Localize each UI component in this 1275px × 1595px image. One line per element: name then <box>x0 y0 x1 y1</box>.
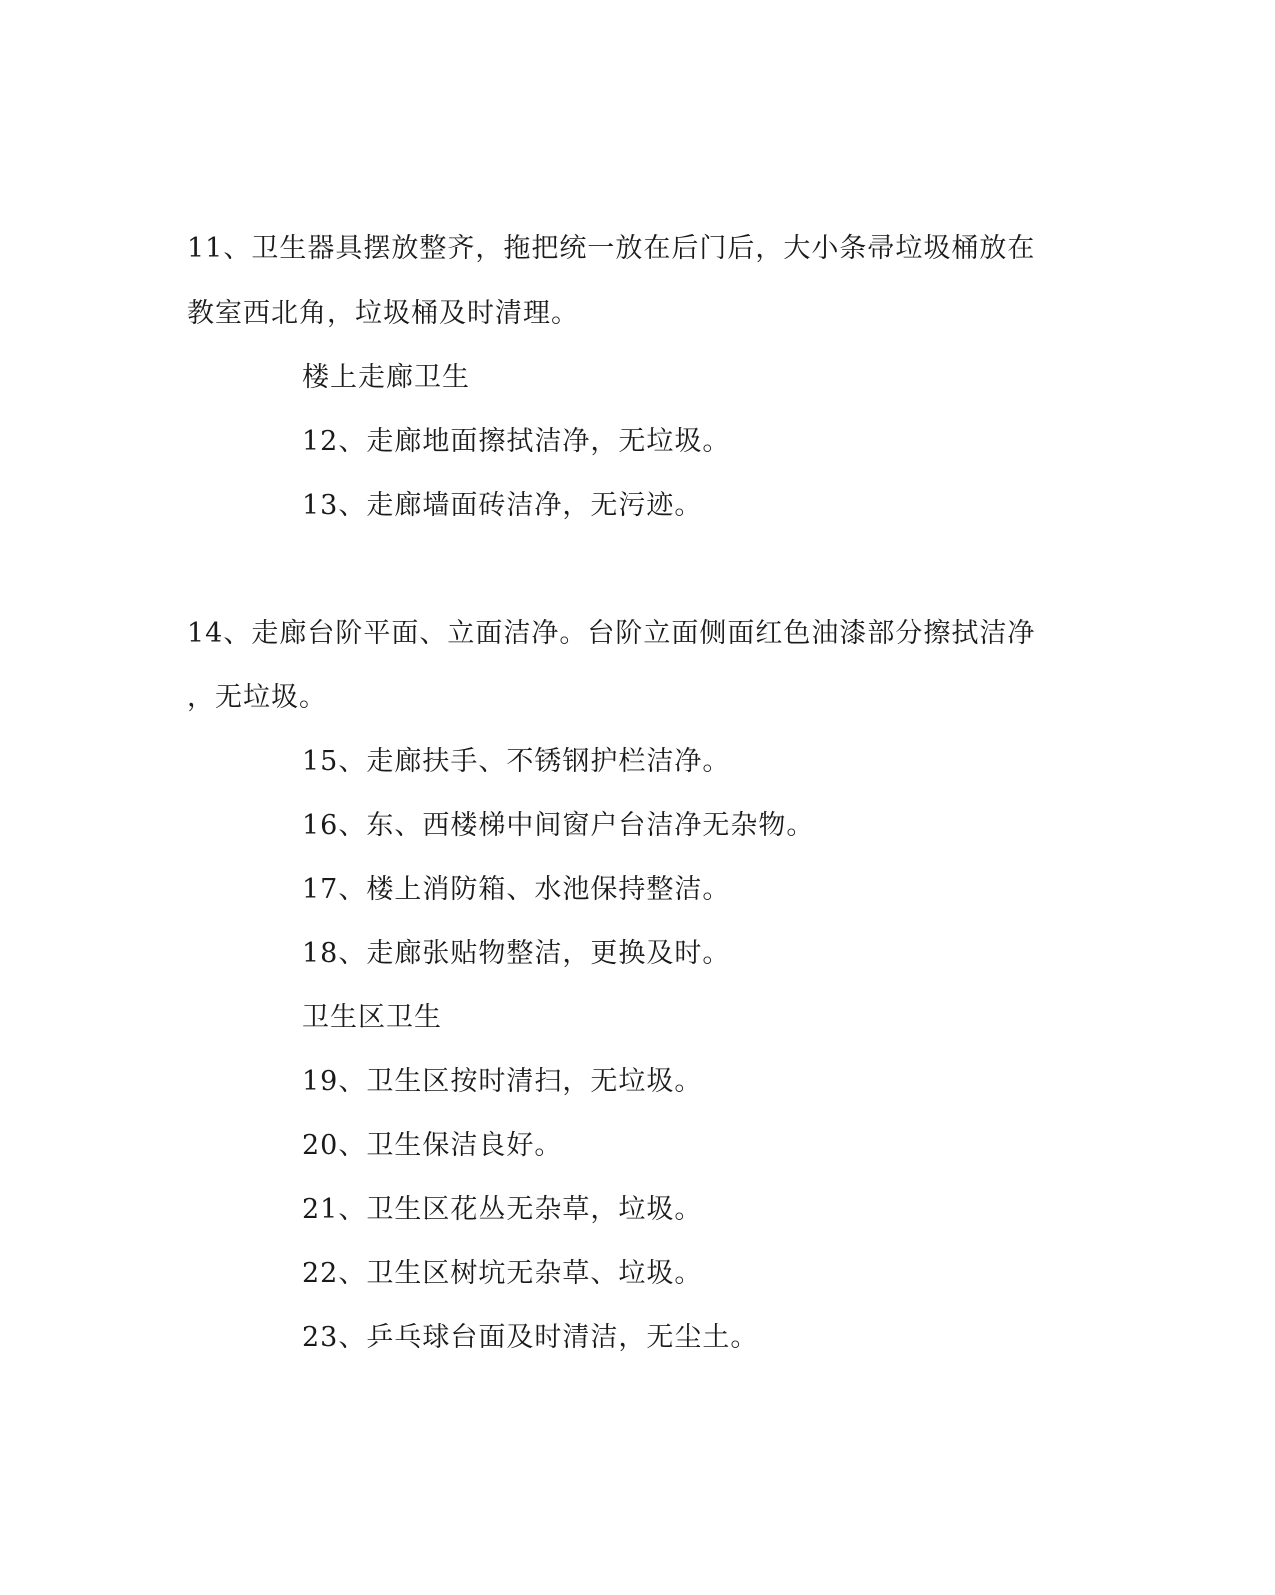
item-22: 22、卫生区树坑无杂草、垃圾。 <box>302 1258 703 1289</box>
item-14-line-2: ，无垃圾。 <box>187 682 327 713</box>
item-21: 21、卫生区花丛无杂草，垃圾。 <box>302 1194 703 1225</box>
item-19: 19、卫生区按时清扫，无垃圾。 <box>302 1066 703 1097</box>
item-11-line-1: 11、卫生器具摆放整齐，拖把统一放在后门后，大小条帚垃圾桶放在 <box>187 233 1036 264</box>
item-17: 17、楼上消防箱、水池保持整洁。 <box>302 874 731 905</box>
item-15: 15、走廊扶手、不锈钢护栏洁净。 <box>302 746 731 777</box>
section-heading-area: 卫生区卫生 <box>302 1002 442 1033</box>
item-18: 18、走廊张贴物整洁，更换及时。 <box>302 938 731 969</box>
section-heading-corridor: 楼上走廊卫生 <box>302 362 470 393</box>
item-20: 20、卫生保洁良好。 <box>302 1130 563 1161</box>
item-11-line-2: 教室西北角，垃圾桶及时清理。 <box>187 298 579 329</box>
item-16: 16、东、西楼梯中间窗户台洁净无杂物。 <box>302 810 815 841</box>
item-13: 13、走廊墙面砖洁净，无污迹。 <box>302 490 703 521</box>
item-23: 23、乒乓球台面及时清洁，无尘土。 <box>302 1322 759 1353</box>
item-14-line-1: 14、走廊台阶平面、立面洁净。台阶立面侧面红色油漆部分擦拭洁净 <box>187 618 1036 649</box>
item-12: 12、走廊地面擦拭洁净，无垃圾。 <box>302 426 731 457</box>
